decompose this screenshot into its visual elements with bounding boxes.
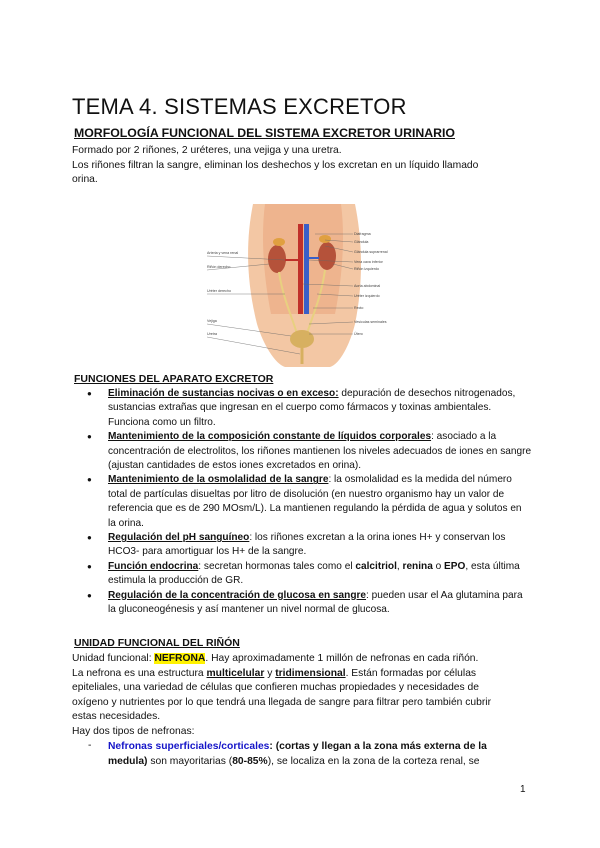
svg-text:Útero: Útero bbox=[354, 332, 363, 336]
paragraph-line: oxígeno y nutrientes por lo que tendrá una llegada de sangre para filtrar pero también cubrir bbox=[72, 697, 491, 708]
svg-text:Riñón izquierdo: Riñón izquierdo bbox=[354, 267, 379, 271]
page-title: TEMA 4. SISTEMAS EXCRETOR bbox=[72, 94, 407, 119]
page-number: 1 bbox=[520, 784, 526, 795]
list-item: ● Mantenimiento de la composición constante de líquidos corporales: asociado a la concentración de electrolitos, los riñones mantienen los niveles adecuados de iones en sangre (ajustan cantidades de estos iones excretados en orina). bbox=[72, 430, 532, 473]
svg-text:Uréter derecho: Uréter derecho bbox=[207, 289, 231, 293]
svg-text:Vena cava inferior: Vena cava inferior bbox=[354, 260, 383, 264]
list-item: ● Regulación del pH sanguíneo: los riñones excretan a la orina iones H+ y conservan los HCO3- para amortiguar los H+ de la sangre. bbox=[72, 531, 532, 560]
paragraph-line: La nefrona es una estructura multicelular y tridimensional. Están formadas por células bbox=[72, 668, 477, 679]
dash-bullet: - bbox=[88, 740, 92, 751]
section-heading-morfologia: MORFOLOGÍA FUNCIONAL DEL SISTEMA EXCRETOR URINARIO bbox=[74, 126, 455, 140]
paragraph-line: epiteliales, una variedad de células que confieren muchas propiedades y necesidades de bbox=[72, 682, 479, 693]
svg-text:Diafragma: Diafragma bbox=[354, 232, 371, 236]
urinary-system-anatomy-figure bbox=[205, 204, 400, 367]
list-item: ● Eliminación de sustancias nocivas o en exceso: depuración de desechos nitrogenados, sustancias extrañas que ingresan en el cuerpo como fármacos y toxinas ambientales. Funciona como un filtro. bbox=[72, 387, 532, 430]
svg-text:Arteria y vena renal: Arteria y vena renal bbox=[207, 251, 239, 255]
svg-text:Aorta abdominal: Aorta abdominal bbox=[354, 284, 381, 288]
svg-text:Recto: Recto bbox=[354, 306, 364, 310]
section-heading-funciones: FUNCIONES DEL APARATO EXCRETOR bbox=[74, 373, 274, 385]
list-item: ● Mantenimiento de la osmolalidad de la sangre: la osmolalidad es la medida del número total de partículas disueltas por litro de disolución (en nuestro organismo hay un valor de referencia que es de 290 MOsm/L). La mantienen regulando la pérdida de agua y solutos en la orina. bbox=[72, 473, 532, 531]
svg-text:Riñón derecho: Riñón derecho bbox=[207, 265, 231, 269]
nephron-type-item: Nefronas superficiales/corticales: (cortas y llegan a la zona más externa de la medula) son mayoritarias (80-85%), se localiza en la zona de la corteza renal, se bbox=[108, 741, 487, 767]
paragraph-line: estas necesidades. bbox=[72, 711, 161, 722]
paragraph-line: orina. bbox=[72, 174, 98, 185]
section-heading-unidad: UNIDAD FUNCIONAL DEL RIÑÓN bbox=[74, 637, 240, 649]
svg-text:Vejiga: Vejiga bbox=[207, 319, 217, 323]
nefrona-highlight: NEFRONA bbox=[154, 653, 206, 664]
list-item: ● Función endocrina: secretan hormonas tales como el calcitriol, renina o EPO, esta última estimula la producción de GR. bbox=[72, 560, 532, 589]
paragraph-line: Hay dos tipos de nefronas: bbox=[72, 726, 195, 737]
svg-text:Uréter izquierdo: Uréter izquierdo bbox=[354, 294, 380, 298]
svg-text:Glándula suprarrenal: Glándula suprarrenal bbox=[354, 250, 388, 254]
svg-text:Glándula: Glándula bbox=[354, 240, 369, 244]
svg-text:Uretra: Uretra bbox=[207, 332, 217, 336]
svg-text:Vesículas seminales: Vesículas seminales bbox=[354, 320, 387, 324]
list-item: ● Regulación de la concentración de glucosa en sangre: pueden usar el Aa glutamina para la gluconeogénesis y así mantener un nivel normal de glucosa. bbox=[72, 589, 532, 618]
paragraph-line: Los riñones filtran la sangre, eliminan los deshechos y los excretan en un líquido llamado bbox=[72, 160, 479, 171]
paragraph-line: Formado por 2 riñones, 2 uréteres, una vejiga y una uretra. bbox=[72, 145, 342, 156]
paragraph-line: Unidad funcional: NEFRONA. Hay aproximadamente 1 millón de nefronas en cada riñón. bbox=[72, 653, 479, 664]
functions-list bbox=[72, 387, 532, 618]
